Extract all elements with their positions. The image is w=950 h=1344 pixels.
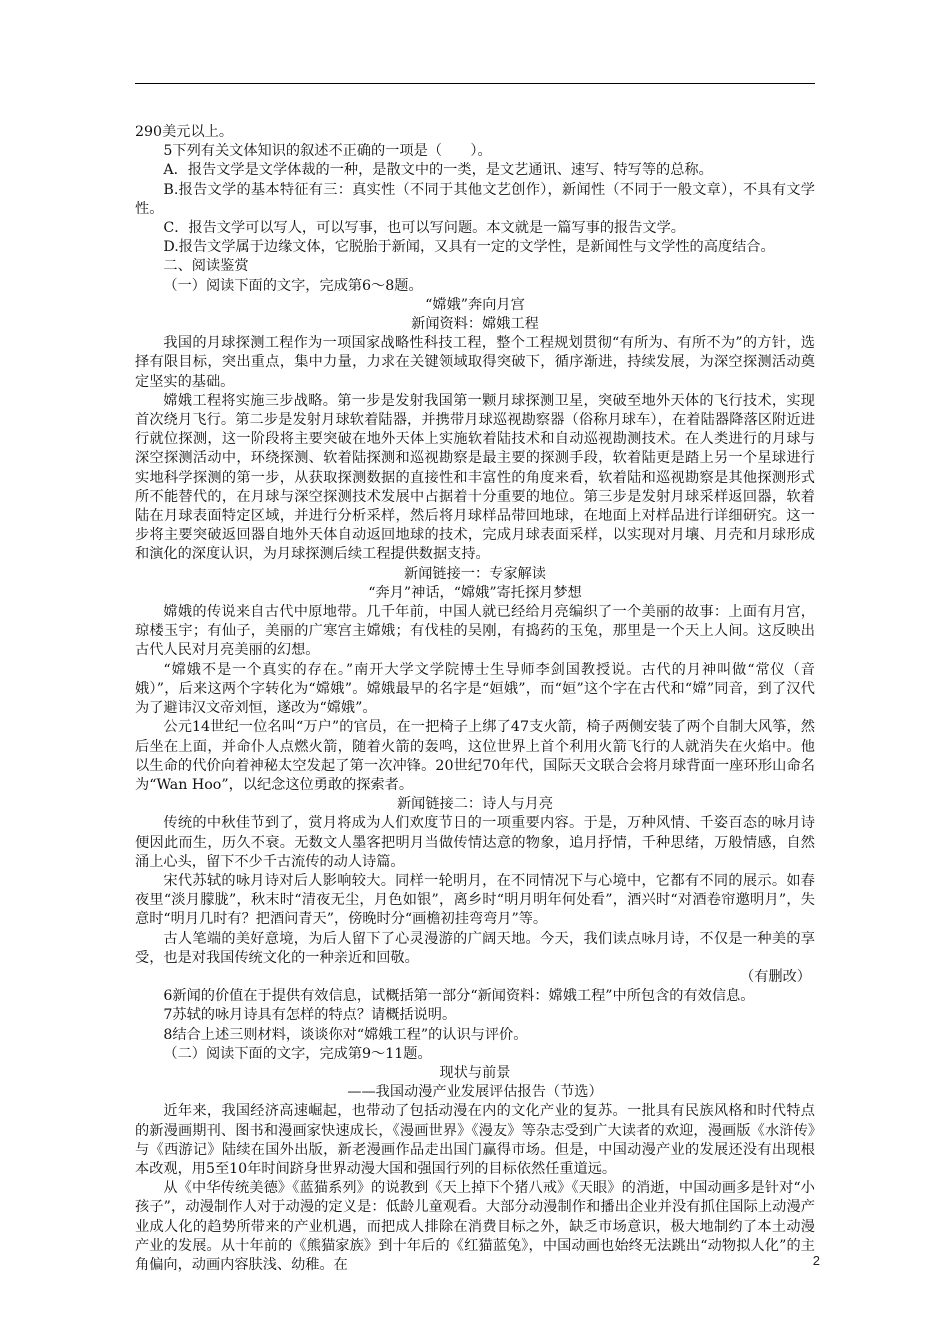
subsection-title: 新闻链接二：诗人与月亮	[396, 796, 554, 813]
question-5: 5下列有关文体知识的叙述不正确的一项是（ ）。	[163, 143, 492, 160]
article-subtitle: ——我国动漫产业发展评估报告（节选）	[347, 1084, 603, 1101]
subsection-title: 新闻资料：嫦娥工程	[411, 316, 539, 333]
section-heading: 二、阅读鉴赏	[163, 258, 249, 275]
paragraph: 我国的月球探测工程作为一项国家战略性科技工程，整个工程规划贯彻“有所为、有所不为”的方针，选择有限目标，突出重点，集中力量，力求在关键领域取得突破下，循序渐进，持续发展，为深空探测活动奠定坚实的基础。	[135, 335, 815, 390]
header-rule	[135, 83, 815, 84]
paragraph: 公元14世纪一位名叫“万户”的官员，在一把椅子上绑了47支火箭，椅子两侧安装了两个自制大风筝，然后坐在上面，并命仆人点燃火箭，随着火箭的轰鸣，这位世界上首个利用火箭飞行的人就消失在火焰中。他以生命的代价向着神秘太空发起了第一次冲锋。20世纪70年代，国际天文联合会将月球背面一座环形山命名为“Wan Hoo”，以纪念这位勇敢的探索者。	[135, 719, 815, 793]
paragraph: 传统的中秋佳节到了，赏月将成为人们欢度节日的一项重要内容。于是，万种风情、千姿百态的咏月诗便因此而生，历久不衰。无数文人墨客把明月当做传情达意的物象，追月抒情，千种思绪，万般情感，自然涌上心头，留下不少千古流传的动人诗篇。	[135, 815, 815, 870]
question-8: 8结合上述三则材料，谈谈你对“嫦娥工程”的认识与评价。	[163, 1026, 528, 1043]
paragraph: 嫦娥工程将实施三步战略。第一步是发射我国第一颗月球探测卫星，突破至地外天体的飞行技术，实现首次绕月飞行。第二步是发射月球软着陆器，并携带月球巡视勘察器（俗称月球车），在着陆器降落区附近进行就位探测，这一阶段将主要突破在地外天体上实施软着陆技术和自动巡视勘测技术。在人类进行的月球与深空探测活动中，环绕探测、软着陆探测和巡视勘察是最主要的探测手段，软着陆更是踏上另一个星球进行实地科学探测的第一步，从获取探测数据的直接性和丰富性的角度来看，软着陆和巡视勘察是其他探测形式所不能替代的，在月球与深空探测技术发展中占据着十分重要的地位。第三步是发射月球采样返回器，软着陆在月球表面特定区域，并进行分析采样，然后将月球样品带回地球，在地面上对样品进行详细研究。这一步将主要突破返回器自地外天体自动返回地球的技术，完成月球表面采样，以实现对月壤、月壳和月球形成和演化的深度认识，为月球探测后续工程提供数据支持。	[135, 392, 815, 563]
article-title: “嫦娥”奔向月宫	[425, 296, 525, 313]
page-number: 2	[812, 1253, 820, 1268]
subsection-subtitle: “奔月”神话，“嫦娥”寄托探月梦想	[368, 584, 582, 601]
reading-instruction: （二）阅读下面的文字，完成第9～11题。	[163, 1045, 432, 1062]
page-content	[135, 123, 815, 1275]
paragraph: “嫦娥不是一个真实的存在。”南开大学文学院博士生导师李剑国教授说。古代的月神叫做“常仪（音娥）”，后来这两个字转化为“嫦娥”。嫦娥最早的名字是“姮娥”，而“姮”这个字在古代和“嫦”同音，到了汉代为了避讳汉文帝刘恒，遂改为“嫦娥”。	[135, 661, 815, 717]
paragraph: 近年来，我国经济高速崛起，也带动了包括动漫在内的文化产业的复苏。一批具有民族风格和时代特点的新漫画期刊、图书和漫画家快速成长，《漫画世界》《漫友》等杂志受到广大读者的欢迎，漫画版《水浒传》与《西游记》陆续在国外出版，新老漫画作品走出国门赢得市场。但是，中国动漫产业的发展还没有出现根本改观，用5至10年时间跻身世界动漫大国和强国行列的目标依然任重道远。	[135, 1103, 815, 1177]
paragraph: 古人笔端的美好意境，为后人留下了心灵漫游的广阔天地。今天，我们读点咏月诗，不仅是一种美的享受，也是对我国传统文化的一种亲近和回敬。	[135, 930, 815, 966]
option-d: D.报告文学属于边缘文体，它脱胎于新闻，又具有一定的文学性，是新闻性与文学性的高度结合。	[163, 239, 775, 256]
reading-instruction: （一）阅读下面的文字，完成第6～8题。	[163, 277, 423, 294]
question-6: 6新闻的价值在于提供有效信息，试概括第一部分“新闻资料：嫦娥工程”中所包含的有效信息。	[163, 988, 755, 1005]
article-title: 现状与前景	[439, 1064, 511, 1081]
paragraph: 宋代苏轼的咏月诗对后人影响较大。同样一轮明月，在不同情况下与心境中，它都有不同的展示。如春夜里“淡月朦胧”，秋末时“清夜无尘，月色如银”，离乡时“明月明年何处看”，酒兴时“对酒卷帘邀明月”，失意时“明月几时有？把酒问青天”，傍晚时分“画檐初挂弯弯月”等。	[135, 872, 815, 928]
edit-note: （有删改）	[740, 968, 811, 985]
text-line: 290美元以上。	[135, 124, 234, 140]
option-b: B.报告文学的基本特征有三：真实性（不同于其他文艺创作），新闻性（不同于一般文章），不具有文学性。	[135, 181, 815, 217]
option-a: A．报告文学是文学体裁的一种，是散文中的一类，是文艺通讯、速写、特写等的总称。	[163, 162, 713, 179]
paragraph: 从《中华传统美德》《蓝猫系列》的说教到《天上掉下个猪八戒》《天眼》的消逝，中国动画多是针对“小孩子”，动漫制作人对于动漫的定义是：低龄儿童观看。大部分动漫制作和播出企业并没有抓住国际上动漫产业成人化的趋势所带来的产业机遇，而把成人排除在消费目标之外，缺乏市场意识，极大地制约了本土动漫产业的发展。从十年前的《熊猫家族》到十年后的《红猫蓝兔》，中国动画也始终无法跳出“动物拟人化”的主角偏向，动画内容肤浅、幼稚。在	[135, 1180, 815, 1273]
paragraph: 嫦娥的传说来自古代中原地带。几千年前，中国人就已经给月亮编织了一个美丽的故事：上面有月宫，琼楼玉宇；有仙子，美丽的广寒宫主嫦娥；有伐桂的吴刚，有捣药的玉兔，那里是一个天上人间。这反映出古代人民对月亮美丽的幻想。	[135, 604, 815, 659]
option-c: C．报告文学可以写人，可以写事，也可以写问题。本文就是一篇写事的报告文学。	[163, 220, 685, 237]
subsection-title: 新闻链接一：专家解读	[404, 565, 546, 582]
question-7: 7苏轼的咏月诗具有怎样的特点？请概括说明。	[163, 1007, 457, 1024]
